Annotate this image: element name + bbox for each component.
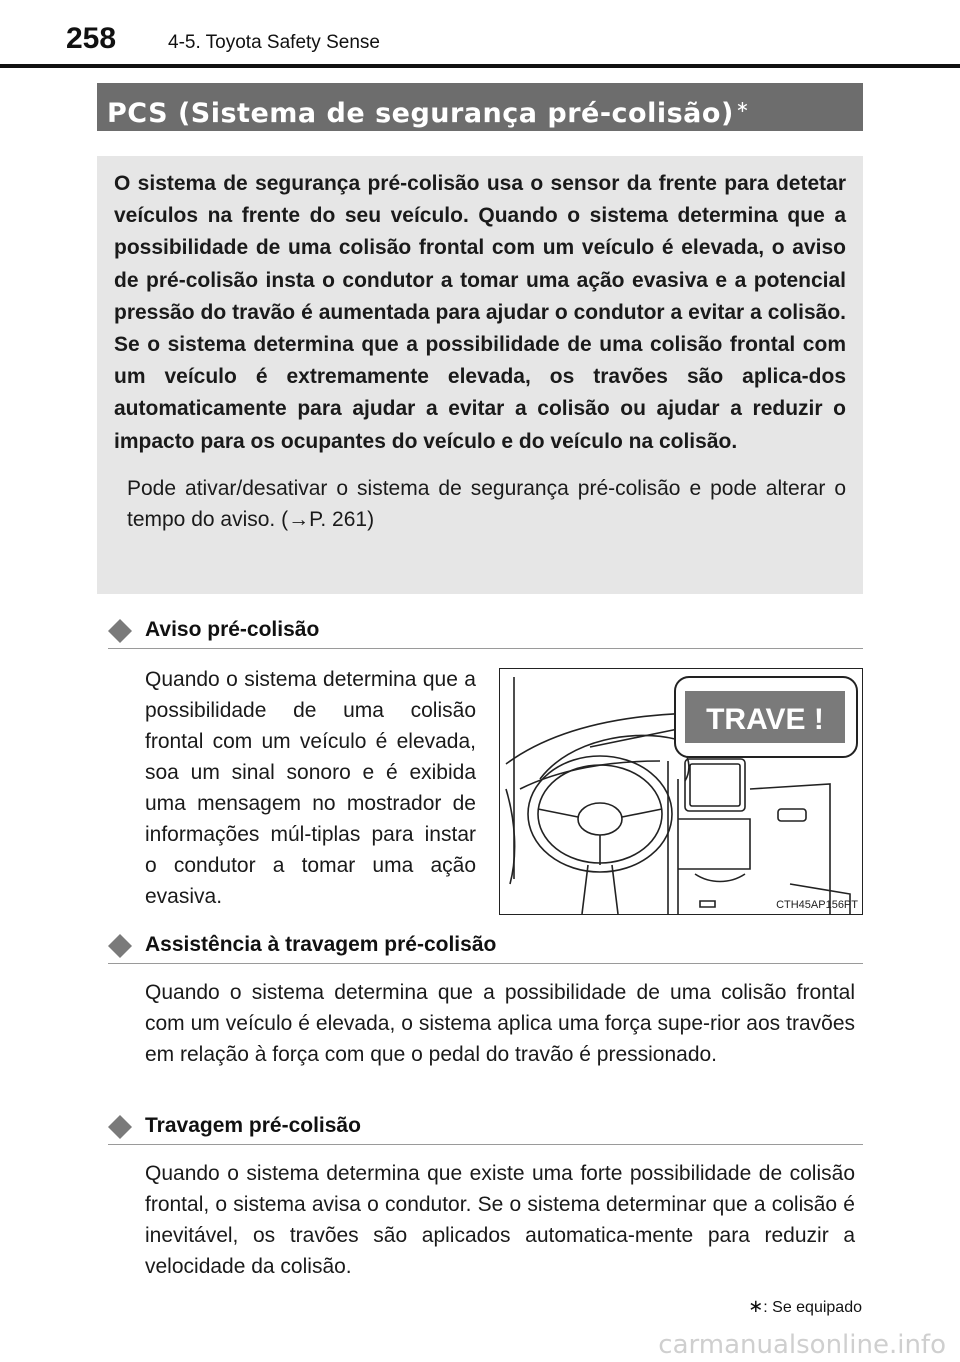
heading-assistencia-travagem (108, 928, 863, 964)
paragraph-travagem: Quando o sistema determina que existe uma forte possibilidade de colisão frontal, o sistema avisa o condutor. Se o sistema determinar que a colisão é inevitável, os travões são aplicados automatica-mente para reduzir a velocidade da colisão. (145, 1162, 855, 1278)
dashboard-drawing (500, 669, 863, 915)
diamond-bullet-icon (108, 619, 132, 643)
equipped-asterisk: ∗ (735, 97, 750, 116)
section-title-bar (97, 83, 863, 131)
dashboard-illustration (499, 668, 863, 915)
display-message: TRAVE ! (706, 703, 824, 736)
figure-code: CTH45AP156PT (776, 899, 858, 911)
heading-travagem-pre-colisao (108, 1109, 863, 1145)
section-title: PCS (Sistema de segurança pré-colisão) (107, 98, 734, 129)
header-rule (0, 64, 960, 68)
intro-text: O sistema de segurança pré-colisão usa o sensor da frente para detetar veículos na frente do seu veículo. Quando o sistema determina que a possibilidade de uma colisão frontal com um veículo é elevada, o aviso de pré-colisão insta o condutor a tomar uma ação evasiva e a potencial pressão do travão é aumentada para ajudar o condutor a evitar a colisão. Se o sistema determina que a possibilidade de uma colisão frontal com um veículo é extremamente elevada, os travões são aplica-dos automaticamente para ajudar a evitar a colisão ou ajudar a reduzir o impacto para os ocupantes do veículo e do veículo na colisão. (114, 172, 846, 453)
footnote (748, 1296, 862, 1317)
paragraph-assistencia: Quando o sistema determina que a possibilidade de uma colisão frontal com um veículo é elevada, o sistema aplica uma força supe-rior aos travões em relação à força com que o pedal do travão é pressionado. (145, 981, 855, 1066)
section-reference: 4-5. Toyota Safety Sense (168, 32, 380, 53)
heading-label: Aviso pré-colisão (145, 618, 320, 641)
page-number: 258 (66, 22, 117, 55)
heading-label: Assistência à travagem pré-colisão (145, 933, 497, 956)
heading-aviso-pre-colisao (108, 613, 863, 649)
diamond-bullet-icon (108, 934, 132, 958)
footnote-text: : Se equipado (763, 1299, 862, 1316)
paragraph-aviso: Quando o sistema determina que a possibilidade de uma colisão frontal com um veículo é elevada, soa um sinal sonoro e é exibida uma mensagem no mostrador de informações múl-tiplas para instar o condutor a tomar uma ação evasiva. (145, 668, 476, 908)
intro-box (97, 156, 863, 594)
diamond-bullet-icon (108, 1115, 132, 1139)
watermark: carmanualsonline.info (658, 1330, 946, 1360)
intro-note: Pode ativar/desativar o sistema de segurança pré-colisão e pode alterar o tempo do aviso. (→P. 261) (127, 476, 846, 531)
footnote-asterisk: ∗ (748, 1296, 764, 1316)
heading-label: Travagem pré-colisão (145, 1114, 361, 1137)
